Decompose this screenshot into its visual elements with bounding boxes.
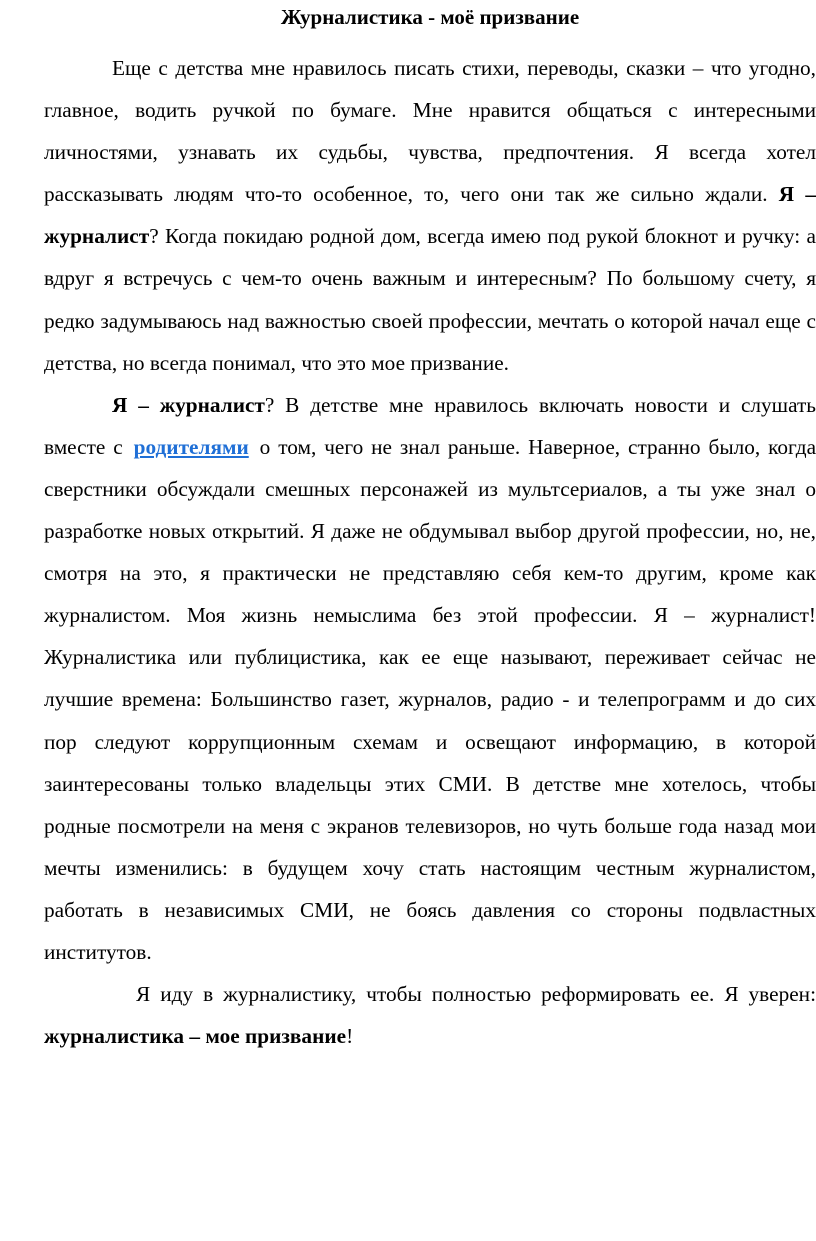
document-page	[44, 0, 816, 1057]
document-title: Журналистика - моё призвание	[280, 5, 580, 29]
paragraph-3-text-start: Я иду в журналистику, чтобы полностью реформировать ее. Я уверен:	[136, 982, 816, 1007]
paragraph-1-text-start: Еще с детства мне нравилось писать стихи, переводы, сказки – что угодно, главное, водить ручкой по бумаге. Мне нравится общаться с интересными личностями, узнавать их судьбы, чувства, предпочтения. Я всегда хотел рассказывать людям что-то особенное, то, чего они так же сильно ждали.	[44, 56, 816, 207]
paragraph-3-text-end: !	[346, 1024, 354, 1049]
paragraph-1-text-end: ? Когда покидаю родной дом, всегда имею под рукой блокнот и ручку: а вдруг я встречусь с чем-то очень важным и интересным? По большому счету, я редко задумываюсь над важностью своей профессии, мечтать о которой начал еще с детства, но всегда понимал, что это мое призвание.	[44, 224, 816, 375]
paragraph-2-bold-phrase: Я – журналист	[112, 392, 265, 417]
paragraph-1-bold-phrase: Я – журналист	[44, 182, 816, 249]
paragraph-2-text-end: о том, чего не знал раньше. Наверное, странно было, когда сверстники обсуждали смешных персонажей из мультсериалов, а ты уже знал о разработке новых открытий. Я даже не обдумывал выбор другой профессии, но, не, смотря на это, я практически не представляю себя кем-то другим, кроме как журналистом. Моя жизнь немыслима без этой профессии. Я – журналист! Журналистика или публицистика, как ее еще называют, переживает сейчас не лучшие времена: Большинство газет, журналов, радио - и телепрограмм и до сих пор следуют коррупционным схемам и освещают информацию, в которой заинтересованы только владельцы этих СМИ. В детстве мне хотелось, чтобы родные посмотрели на меня с экранов телевизоров, но чуть больше года назад мои мечты изменились: в будущем хочу стать настоящим честным журналистом, работать в независимых СМИ, не боясь давления со стороны подвластных институтов.	[44, 434, 816, 964]
paragraph-2-text-start: ? В детстве мне нравилось включать новости и слушать вместе с	[44, 392, 816, 459]
paragraph-3-bold-phrase: журналистика – мое призвание	[44, 1024, 347, 1049]
paragraph-2	[44, 384, 816, 973]
paragraph-3	[44, 973, 816, 1057]
paragraph-1	[44, 47, 816, 384]
parents-link[interactable]: родителями	[133, 434, 249, 459]
